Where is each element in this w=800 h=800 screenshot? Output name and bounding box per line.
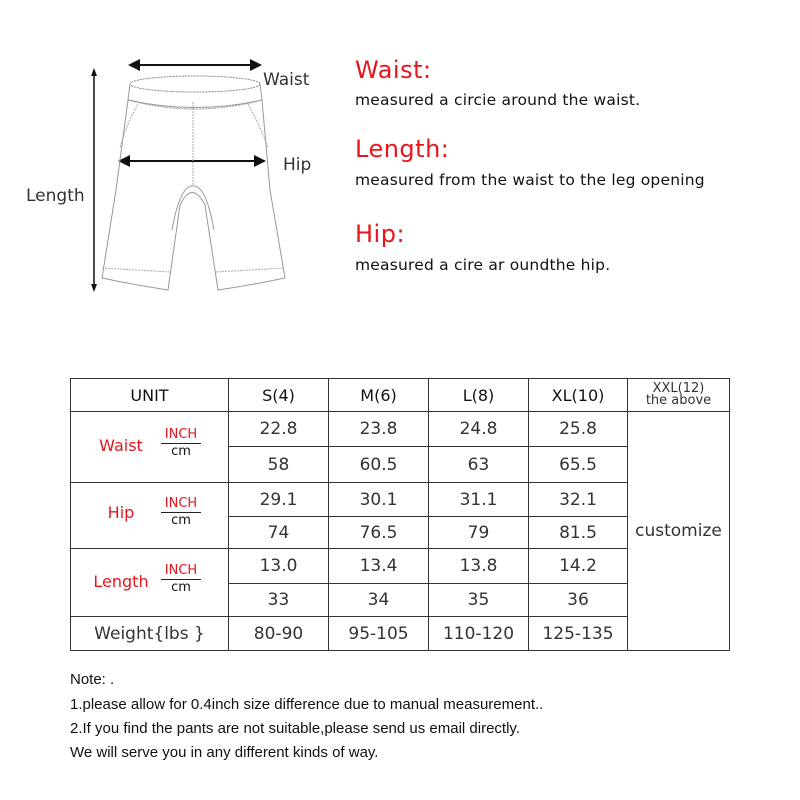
definition-text-hip: measured a cire ar oundthe hip. <box>355 256 611 274</box>
table-header-row <box>71 379 730 412</box>
row-label-length <box>71 549 229 617</box>
cell-weight-xl: 125-135 <box>529 617 628 651</box>
unit-fraction <box>161 496 201 528</box>
measure-name-length: Length <box>93 572 149 591</box>
cell-weight-m: 95-105 <box>329 617 429 651</box>
cell-length-cm-l: 35 <box>429 584 529 617</box>
note-line-2: 2.If you find the pants are not suitable,please send us email directly. <box>70 720 520 737</box>
cell-hip-inch-s: 29.1 <box>229 483 329 517</box>
cell-hip-cm-m: 76.5 <box>329 517 429 549</box>
measure-name-waist: Waist <box>99 436 143 455</box>
cell-waist-cm-l: 63 <box>429 447 529 483</box>
cell-length-cm-m: 34 <box>329 584 429 617</box>
cell-waist-cm-s: 58 <box>229 447 329 483</box>
row-label-hip <box>71 483 229 549</box>
cell-length-cm-s: 33 <box>229 584 329 617</box>
note-line-1: 1.please allow for 0.4inch size difference due to manual measurement.. <box>70 696 544 713</box>
unit-inch: INCH <box>161 496 201 513</box>
header-size-s: S(4) <box>229 379 329 412</box>
definition-title-hip: Hip: <box>355 220 406 248</box>
cell-waist-inch-s: 22.8 <box>229 412 329 447</box>
header-xxl-line1: XXL(12) <box>652 381 705 396</box>
measure-name-hip: Hip <box>107 503 135 522</box>
cell-weight-l: 110-120 <box>429 617 529 651</box>
header-unit: UNIT <box>71 379 229 412</box>
definition-text-waist: measured a circie around the waist. <box>355 91 641 109</box>
header-size-xxl <box>628 379 730 412</box>
shorts-measurement-diagram <box>20 40 350 310</box>
definition-title-length: Length: <box>355 135 450 163</box>
cell-waist-inch-m: 23.8 <box>329 412 429 447</box>
cell-length-inch-m: 13.4 <box>329 549 429 584</box>
unit-inch: INCH <box>161 427 201 444</box>
cell-hip-inch-xl: 32.1 <box>529 483 628 517</box>
cell-waist-inch-xl: 25.8 <box>529 412 628 447</box>
cell-length-inch-s: 13.0 <box>229 549 329 584</box>
unit-cm: cm <box>171 513 191 528</box>
row-label-waist <box>71 412 229 483</box>
unit-fraction <box>161 427 201 459</box>
cell-length-cm-xl: 36 <box>529 584 628 617</box>
note-heading: Note: . <box>70 671 115 688</box>
unit-cm: cm <box>171 444 191 459</box>
cell-hip-cm-xl: 81.5 <box>529 517 628 549</box>
cell-waist-cm-m: 60.5 <box>329 447 429 483</box>
row-label-weight: Weight{lbs } <box>71 617 229 651</box>
cell-length-inch-xl: 14.2 <box>529 549 628 584</box>
diagram-label-length: Length <box>26 186 85 206</box>
size-chart-table <box>70 378 730 651</box>
header-size-xl: XL(10) <box>529 379 628 412</box>
cell-weight-s: 80-90 <box>229 617 329 651</box>
diagram-label-hip: Hip <box>283 155 312 175</box>
cell-waist-cm-xl: 65.5 <box>529 447 628 483</box>
cell-hip-inch-m: 30.1 <box>329 483 429 517</box>
diagram-label-waist: Waist <box>263 70 310 90</box>
header-size-l: L(8) <box>429 379 529 412</box>
cell-length-inch-l: 13.8 <box>429 549 529 584</box>
unit-fraction <box>161 563 201 595</box>
cell-customize: customize <box>628 412 730 651</box>
cell-hip-cm-s: 74 <box>229 517 329 549</box>
definition-title-waist: Waist: <box>355 56 432 84</box>
cell-waist-inch-l: 24.8 <box>429 412 529 447</box>
unit-inch: INCH <box>161 563 201 580</box>
cell-hip-cm-l: 79 <box>429 517 529 549</box>
table-row-waist-inch <box>71 412 730 447</box>
unit-cm: cm <box>171 580 191 595</box>
header-xxl-line2: the above <box>645 393 712 408</box>
note-line-3: We will serve you in any different kinds of way. <box>70 744 379 761</box>
header-size-m: M(6) <box>329 379 429 412</box>
definition-text-length: measured from the waist to the leg opening <box>355 171 705 189</box>
cell-hip-inch-l: 31.1 <box>429 483 529 517</box>
